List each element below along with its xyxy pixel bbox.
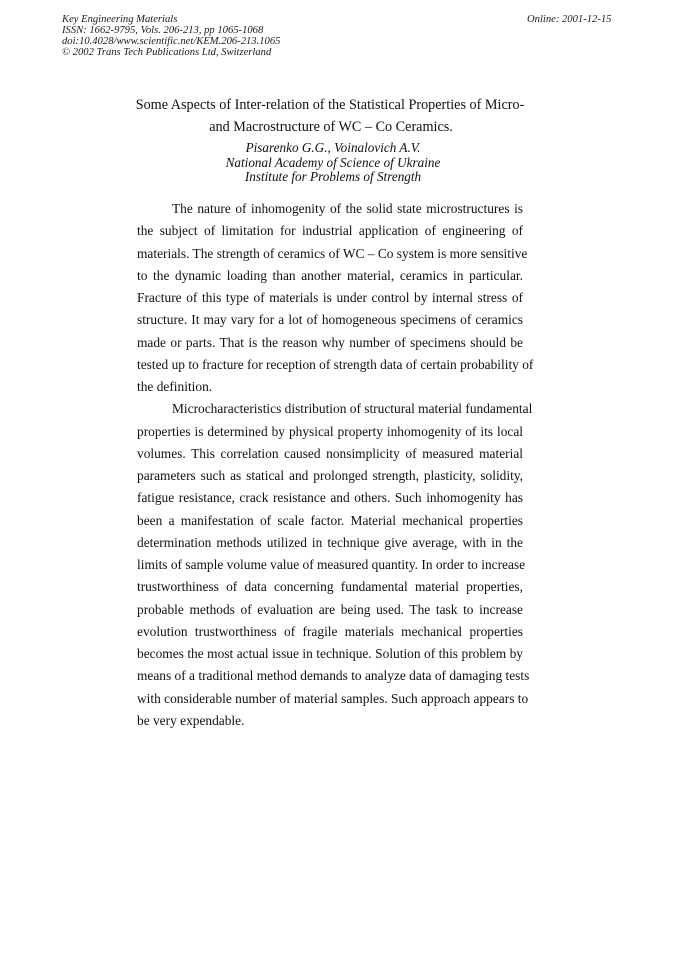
text-line: fatigue resistance, crack resistance and others. Such inhomogenity has: [137, 490, 523, 506]
paragraph-2: [137, 398, 533, 732]
text-line: becomes the most actual issue in technique. Solution of this problem by: [137, 646, 523, 661]
text-line: been a manifestation of scale factor. Material mechanical properties: [137, 512, 523, 528]
text-line: Microcharacteristics distribution of structural material fundamental: [172, 401, 533, 417]
text-line: probable methods of evaluation are being used. The task to increase: [137, 601, 523, 617]
author-block: [0, 141, 672, 185]
text-line: made or parts. That is the reason why number of specimens should be: [137, 334, 523, 350]
text-line: tested up to fracture for reception of strength data of certain probability of: [137, 356, 534, 372]
text-line: trustworthiness of data concerning fundamental material properties,: [137, 579, 523, 595]
journal-header: [62, 14, 280, 58]
text-line: structure. It may vary for a lot of homogeneous specimens of ceramics: [137, 312, 523, 328]
text-line: evolution trustworthiness of fragile materials mechanical properties: [137, 623, 523, 639]
issn-line: ISSN: 1662-9795, Vols. 206-213, pp 1065-1068: [62, 25, 264, 36]
paragraph-1: [137, 198, 534, 398]
text-line: materials. The strength of ceramics of WC – Co system is more sensitive: [137, 245, 528, 261]
text-line: volumes. This correlation caused nonsimplicity of measured material: [137, 445, 523, 461]
copyright-line: © 2002 Trans Tech Publications Ltd, Switzerland: [62, 47, 272, 58]
paper-title-line-1: Some Aspects of Inter-relation of the Statistical Properties of Micro-: [135, 97, 525, 113]
text-line: the definition.: [137, 379, 213, 394]
affiliation-institute: Institute for Problems of Strength: [244, 169, 422, 184]
text-line: means of a traditional method demands to analyze data of damaging tests: [137, 668, 530, 684]
paper-title-line-2: and Macrostructure of WC – Co Ceramics.: [209, 119, 453, 135]
text-line: properties is determined by physical property inhomogenity of its local: [137, 423, 523, 439]
body-text: [137, 198, 534, 732]
affiliation-academy: National Academy of Science of Ukraine: [225, 154, 441, 170]
text-line: to the dynamic loading than another material, ceramics in particular.: [137, 267, 523, 283]
doi-line: doi:10.4028/www.scientific.net/KEM.206-213.1065: [62, 36, 281, 47]
author-names: Pisarenko G.G., Voinalovich A.V.: [245, 140, 421, 155]
text-line: the subject of limitation for industrial application of engineering of: [137, 223, 523, 239]
text-line: limits of sample volume value of measured quantity. In order to increase: [137, 557, 526, 572]
journal-name: Key Engineering Materials: [62, 14, 178, 25]
text-line: Fracture of this type of materials is under control by internal stress of: [137, 290, 523, 305]
text-line: determination methods utilized in technique give average, with in the: [137, 534, 523, 550]
text-line: The nature of inhomogenity of the solid state microstructures is: [172, 201, 523, 216]
text-line: with considerable number of material samples. Such approach appears to: [137, 690, 529, 706]
text-line: be very expendable.: [137, 712, 245, 728]
text-line: parameters such as statical and prolonged strength, plasticity, solidity,: [137, 468, 523, 483]
online-date: Online: 2001-12-15: [527, 14, 612, 25]
